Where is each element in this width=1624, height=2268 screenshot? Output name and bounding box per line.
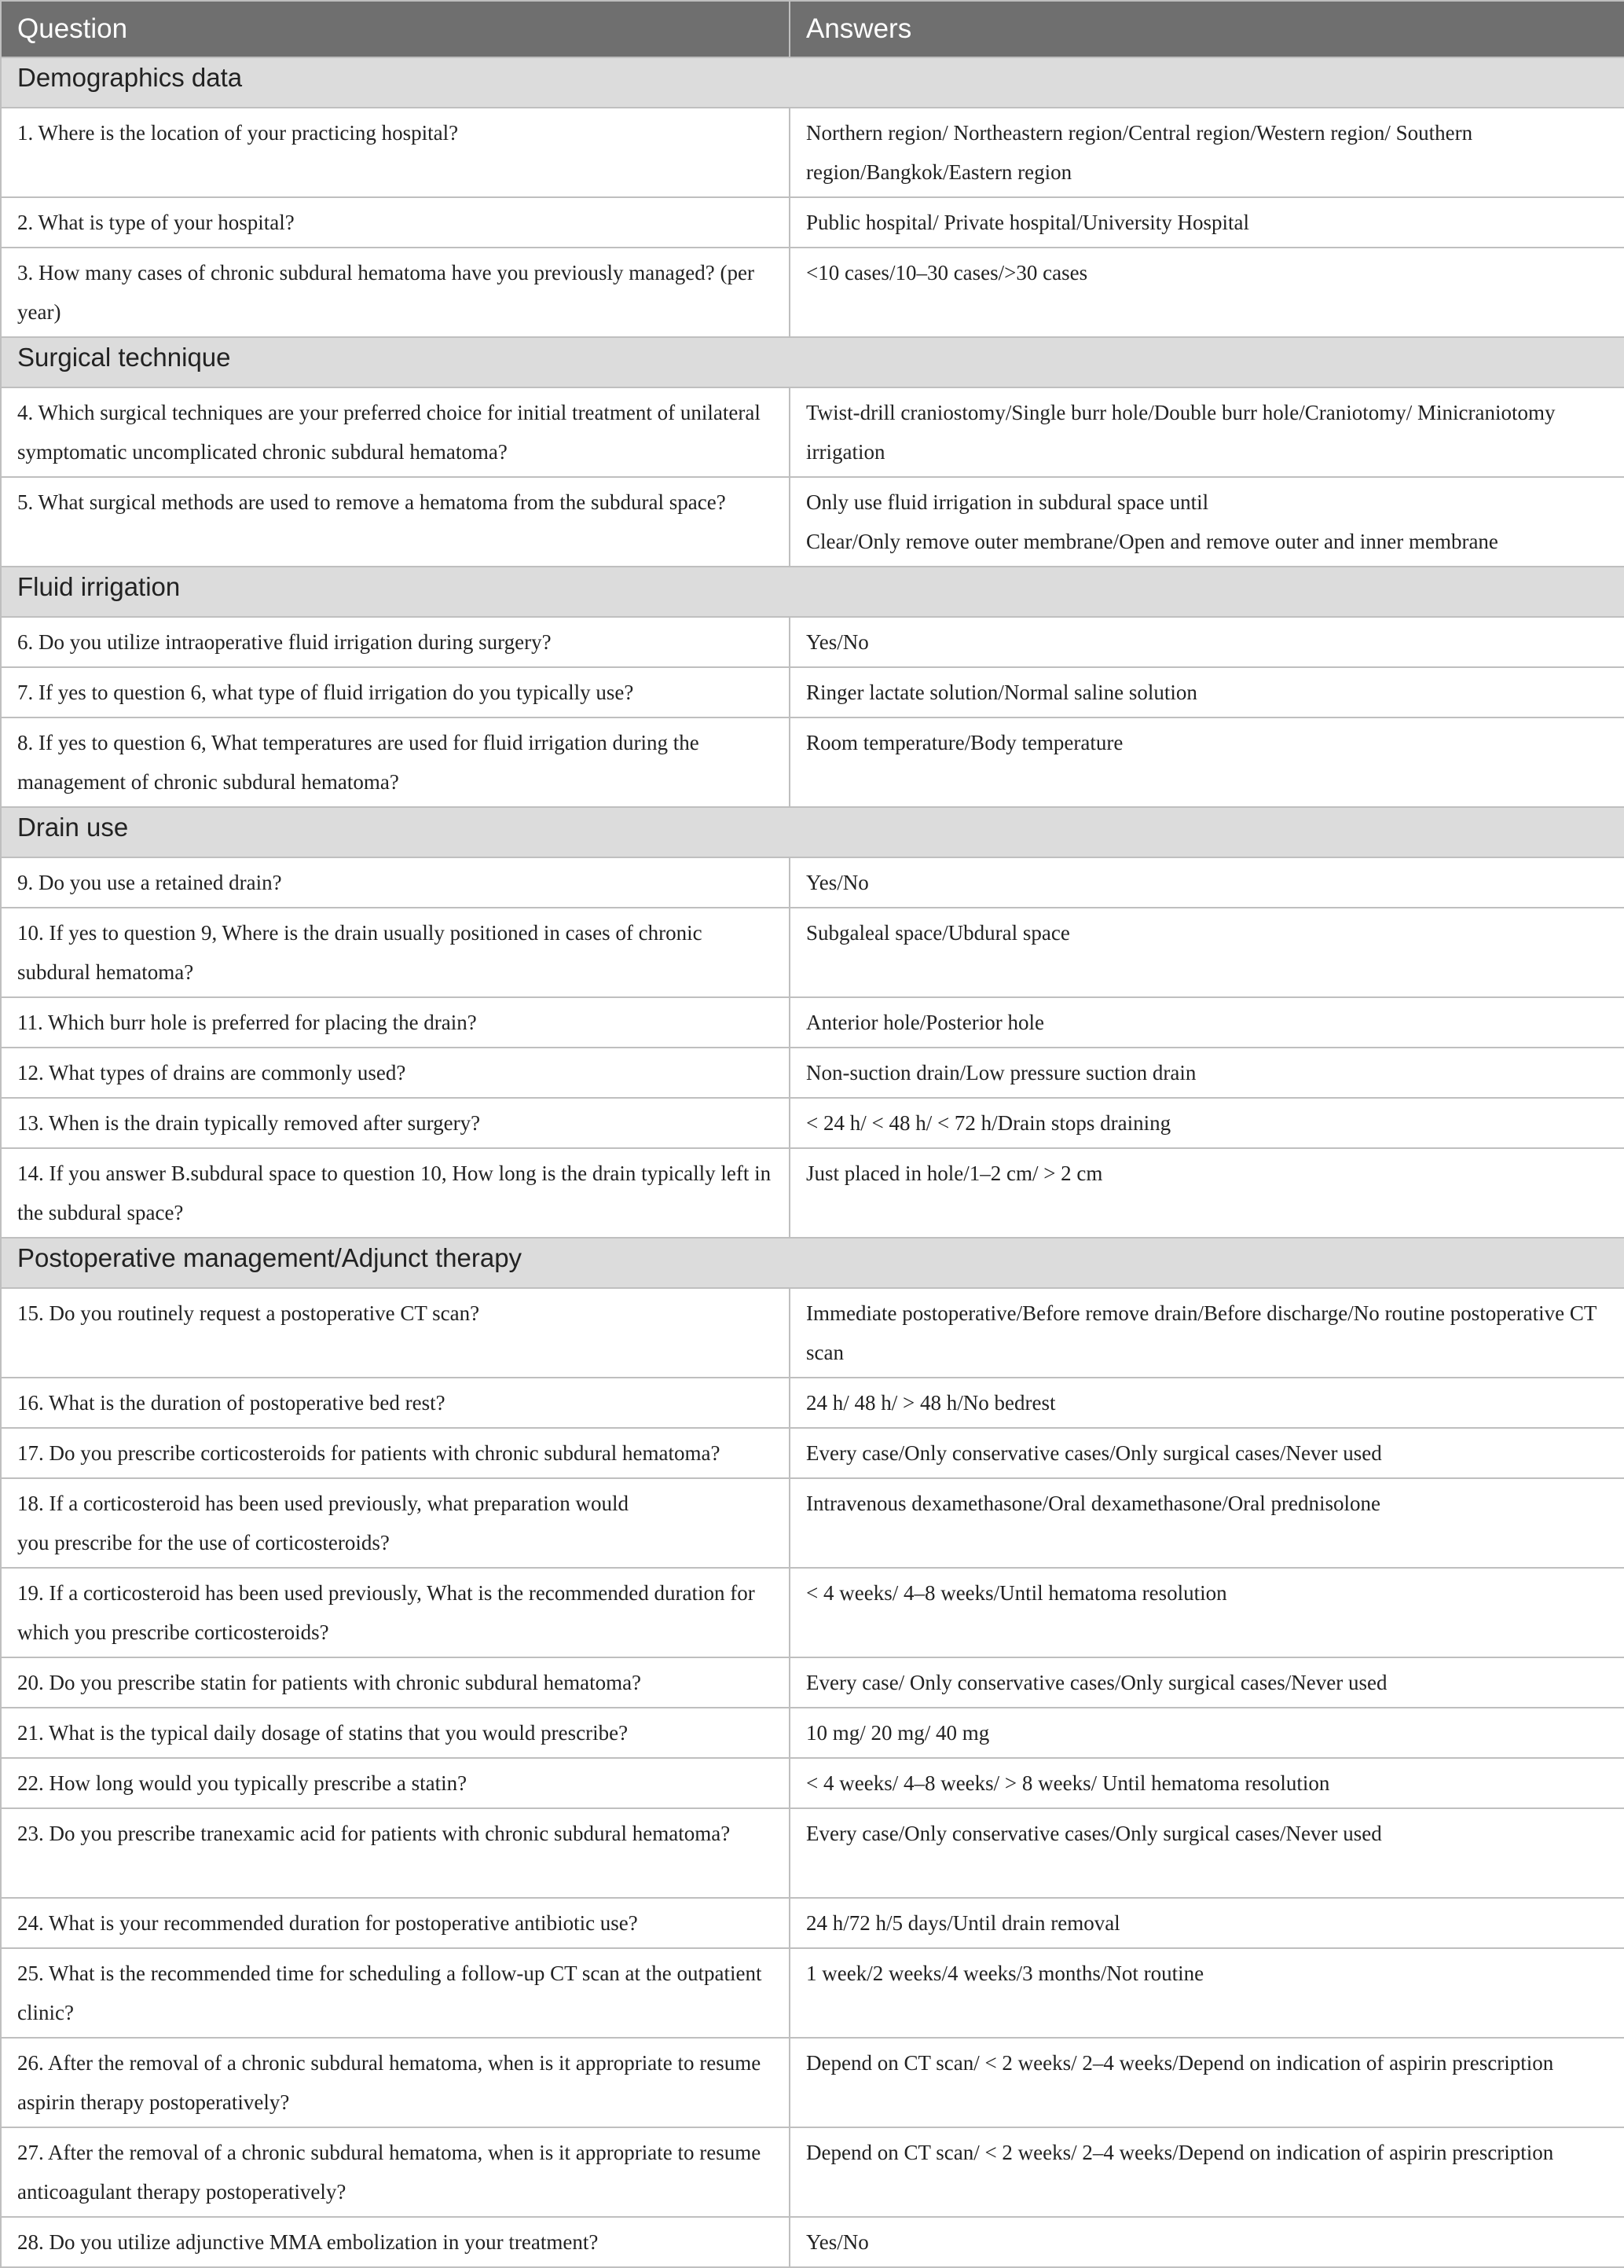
question-cell: 18. If a corticosteroid has been used previously, what preparation would you prescribe for the use of corticosteroids? — [1, 1478, 790, 1568]
section-row — [1, 1238, 1624, 1288]
answer-cell: < 4 weeks/ 4–8 weeks/Until hematoma resolution — [790, 1568, 1624, 1657]
table-row — [1, 1148, 1624, 1238]
table-row — [1, 477, 1624, 567]
answer-cell: Yes/No — [790, 857, 1624, 908]
section-title: Fluid irrigation — [1, 567, 1624, 617]
answer-cell: Room temperature/Body temperature — [790, 717, 1624, 807]
section-row — [1, 567, 1624, 617]
table-row — [1, 1948, 1624, 2038]
question-cell: 9. Do you use a retained drain? — [1, 857, 790, 908]
question-cell: 17. Do you prescribe corticosteroids for patients with chronic subdural hematoma? — [1, 1428, 790, 1478]
question-cell: 19. If a corticosteroid has been used previously, What is the recommended duration for which you prescribe corticosteroids? — [1, 1568, 790, 1657]
section-title: Demographics data — [1, 57, 1624, 108]
answer-cell: Yes/No — [790, 617, 1624, 667]
question-cell: 5. What surgical methods are used to remove a hematoma from the subdural space? — [1, 477, 790, 567]
header-answers: Answers — [790, 1, 1624, 57]
table-row — [1, 1568, 1624, 1657]
table-row — [1, 1708, 1624, 1758]
table-row — [1, 197, 1624, 248]
question-cell: 3. How many cases of chronic subdural hematoma have you previously managed? (per year) — [1, 248, 790, 337]
table-row — [1, 1657, 1624, 1708]
answer-cell: Public hospital/ Private hospital/University Hospital — [790, 197, 1624, 248]
table-row — [1, 1808, 1624, 1898]
question-cell: 25. What is the recommended time for scheduling a follow-up CT scan at the outpatient clinic? — [1, 1948, 790, 2038]
answer-cell: Northern region/ Northeastern region/Central region/Western region/ Southern region/Bangkok/Eastern region — [790, 108, 1624, 197]
answer-cell: 10 mg/ 20 mg/ 40 mg — [790, 1708, 1624, 1758]
table-row — [1, 248, 1624, 337]
question-cell: 26. After the removal of a chronic subdural hematoma, when is it appropriate to resume aspirin therapy postoperatively? — [1, 2038, 790, 2127]
answer-cell: Anterior hole/Posterior hole — [790, 997, 1624, 1048]
table-row — [1, 1048, 1624, 1098]
section-row — [1, 337, 1624, 387]
question-cell: 11. Which burr hole is preferred for placing the drain? — [1, 997, 790, 1048]
answer-cell: Ringer lactate solution/Normal saline solution — [790, 667, 1624, 717]
answer-cell: 24 h/ 48 h/ > 48 h/No bedrest — [790, 1378, 1624, 1428]
section-row — [1, 57, 1624, 108]
question-cell: 16. What is the duration of postoperative bed rest? — [1, 1378, 790, 1428]
table-row — [1, 2217, 1624, 2267]
answer-cell: Non-suction drain/Low pressure suction drain — [790, 1048, 1624, 1098]
answer-cell: Twist-drill craniostomy/Single burr hole/Double burr hole/Craniotomy/ Minicraniotomy irrigation — [790, 387, 1624, 477]
answer-cell: Depend on CT scan/ < 2 weeks/ 2–4 weeks/Depend on indication of aspirin prescription — [790, 2127, 1624, 2217]
question-cell: 23. Do you prescribe tranexamic acid for patients with chronic subdural hematoma? — [1, 1808, 790, 1898]
answer-cell: Subgaleal space/Ubdural space — [790, 908, 1624, 997]
table-body — [1, 57, 1624, 2267]
table-row — [1, 108, 1624, 197]
section-title: Postoperative management/Adjunct therapy — [1, 1238, 1624, 1288]
question-cell: 21. What is the typical daily dosage of statins that you would prescribe? — [1, 1708, 790, 1758]
table-row — [1, 617, 1624, 667]
section-row — [1, 807, 1624, 857]
question-cell: 10. If yes to question 9, Where is the drain usually positioned in cases of chronic subdural hematoma? — [1, 908, 790, 997]
answer-cell: Intravenous dexamethasone/Oral dexamethasone/Oral prednisolone — [790, 1478, 1624, 1568]
question-cell: 28. Do you utilize adjunctive MMA embolization in your treatment? — [1, 2217, 790, 2267]
question-cell: 15. Do you routinely request a postoperative CT scan? — [1, 1288, 790, 1378]
question-cell: 1. Where is the location of your practicing hospital? — [1, 108, 790, 197]
table-row — [1, 1898, 1624, 1948]
answer-cell: Only use fluid irrigation in subdural space until Clear/Only remove outer membrane/Open and remove outer and inner membrane — [790, 477, 1624, 567]
section-title: Surgical technique — [1, 337, 1624, 387]
header-question: Question — [1, 1, 790, 57]
table-row — [1, 667, 1624, 717]
answer-cell: < 24 h/ < 48 h/ < 72 h/Drain stops draining — [790, 1098, 1624, 1148]
answer-cell: Every case/Only conservative cases/Only surgical cases/Never used — [790, 1808, 1624, 1898]
answer-cell: Immediate postoperative/Before remove drain/Before discharge/No routine postoperative CT scan — [790, 1288, 1624, 1378]
question-cell: 20. Do you prescribe statin for patients with chronic subdural hematoma? — [1, 1657, 790, 1708]
question-cell: 12. What types of drains are commonly used? — [1, 1048, 790, 1098]
table-row — [1, 2038, 1624, 2127]
table-row — [1, 2127, 1624, 2217]
answer-cell: Every case/Only conservative cases/Only surgical cases/Never used — [790, 1428, 1624, 1478]
answer-cell: Depend on CT scan/ < 2 weeks/ 2–4 weeks/Depend on indication of aspirin prescription — [790, 2038, 1624, 2127]
table-row — [1, 908, 1624, 997]
question-cell: 14. If you answer B.subdural space to question 10, How long is the drain typically left in the subdural space? — [1, 1148, 790, 1238]
table-row — [1, 997, 1624, 1048]
answer-cell: Just placed in hole/1–2 cm/ > 2 cm — [790, 1148, 1624, 1238]
question-cell: 22. How long would you typically prescribe a statin? — [1, 1758, 790, 1808]
table-header-row — [1, 1, 1624, 57]
answer-cell: Yes/No — [790, 2217, 1624, 2267]
table-row — [1, 857, 1624, 908]
table-row — [1, 1098, 1624, 1148]
question-cell: 2. What is type of your hospital? — [1, 197, 790, 248]
answer-cell: 1 week/2 weeks/4 weeks/3 months/Not routine — [790, 1948, 1624, 2038]
question-cell: 24. What is your recommended duration for postoperative antibiotic use? — [1, 1898, 790, 1948]
question-cell: 7. If yes to question 6, what type of fluid irrigation do you typically use? — [1, 667, 790, 717]
table-row — [1, 1288, 1624, 1378]
table-row — [1, 1478, 1624, 1568]
table-row — [1, 717, 1624, 807]
table-row — [1, 387, 1624, 477]
question-cell: 4. Which surgical techniques are your preferred choice for initial treatment of unilateral symptomatic uncomplicated chronic subdural hematoma? — [1, 387, 790, 477]
answer-cell: <10 cases/10–30 cases/>30 cases — [790, 248, 1624, 337]
table-row — [1, 1758, 1624, 1808]
question-cell: 13. When is the drain typically removed after surgery? — [1, 1098, 790, 1148]
section-title: Drain use — [1, 807, 1624, 857]
answer-cell: < 4 weeks/ 4–8 weeks/ > 8 weeks/ Until hematoma resolution — [790, 1758, 1624, 1808]
table-row — [1, 1428, 1624, 1478]
answer-cell: 24 h/72 h/5 days/Until drain removal — [790, 1898, 1624, 1948]
question-cell: 27. After the removal of a chronic subdural hematoma, when is it appropriate to resume anticoagulant therapy postoperatively? — [1, 2127, 790, 2217]
answer-cell: Every case/ Only conservative cases/Only surgical cases/Never used — [790, 1657, 1624, 1708]
question-cell: 6. Do you utilize intraoperative fluid irrigation during surgery? — [1, 617, 790, 667]
table-row — [1, 1378, 1624, 1428]
question-cell: 8. If yes to question 6, What temperatures are used for fluid irrigation during the management of chronic subdural hematoma? — [1, 717, 790, 807]
